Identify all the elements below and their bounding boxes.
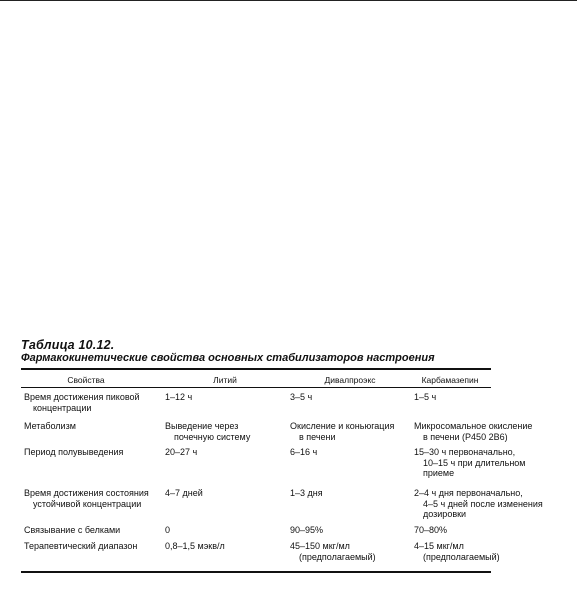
cell-lithium xyxy=(165,421,250,442)
header-carbamazepine: Карбамазепин xyxy=(421,375,479,385)
cell-carbamazepine xyxy=(414,421,532,442)
cell-property xyxy=(24,488,149,509)
cell-lithium xyxy=(165,488,203,499)
cell-line: 15–30 ч первоначально, xyxy=(414,447,516,457)
table-top-rule xyxy=(21,368,491,370)
cell-line: в печени (Р450 2В6) xyxy=(423,431,508,442)
cell-line: концентрации xyxy=(33,402,92,413)
cell-line: (предполагаемый) xyxy=(299,551,376,562)
cell-line: 1–5 ч xyxy=(414,392,437,402)
cell-line: устойчивой концентрации xyxy=(33,498,142,509)
header-divalproex: Дивалпроэкс xyxy=(324,375,376,385)
cell-carbamazepine xyxy=(414,541,500,562)
cell-line: 10–15 ч при длительном xyxy=(423,457,526,468)
cell-property xyxy=(24,447,123,458)
top-border-line xyxy=(0,0,577,1)
cell-divalproex xyxy=(290,392,312,403)
cell-line: Метаболизм xyxy=(24,421,76,431)
cell-line: 1–12 ч xyxy=(165,392,193,402)
cell-line: Связывание с белками xyxy=(24,525,121,535)
cell-line: 4–7 дней xyxy=(165,488,203,498)
cell-line: 6–16 ч xyxy=(290,447,318,457)
cell-line: 20–27 ч xyxy=(165,447,198,457)
cell-line: Окисление и коньюгация xyxy=(290,421,395,431)
cell-line: (предполагаемый) xyxy=(423,551,500,562)
table-number: Таблица 10.12. xyxy=(21,338,115,352)
cell-line: 4–15 мкг/мл xyxy=(414,541,464,551)
cell-line: 70–80% xyxy=(414,525,448,535)
table-caption xyxy=(21,339,491,365)
cell-divalproex xyxy=(290,525,323,536)
cell-line: Терапевтический диапазон xyxy=(24,541,138,551)
header-properties: Свойства xyxy=(67,375,105,385)
cell-divalproex xyxy=(290,421,394,442)
cell-line: Выведение через xyxy=(165,421,239,431)
cell-line: Период полувыведения xyxy=(24,447,124,457)
cell-carbamazepine xyxy=(414,488,543,520)
cell-property xyxy=(24,392,140,413)
cell-lithium xyxy=(165,392,192,403)
cell-carbamazepine xyxy=(414,447,526,479)
cell-line: в печени xyxy=(299,431,336,442)
cell-lithium xyxy=(165,525,170,536)
cell-lithium xyxy=(165,447,197,458)
cell-line: 0 xyxy=(165,525,171,535)
cell-carbamazepine xyxy=(414,392,436,403)
cell-line: 1–3 дня xyxy=(290,488,323,498)
cell-line: дозировки xyxy=(423,509,467,520)
cell-line: Время достижения состояния xyxy=(24,488,149,498)
table-bottom-rule xyxy=(21,571,491,573)
cell-line: 45–150 мкг/мл xyxy=(290,541,350,551)
cell-divalproex xyxy=(290,488,323,499)
header-bottom-rule xyxy=(21,387,491,388)
cell-property xyxy=(24,525,120,536)
cell-line: 0,8–1,5 мэкв/л xyxy=(165,541,225,551)
cell-property xyxy=(24,421,76,432)
table-title: Фармакокинетические свойства основных стабилизаторов настроения xyxy=(21,352,435,364)
cell-line: 2–4 ч дня первоначально, xyxy=(414,488,523,498)
cell-line: Микросомальное окисление xyxy=(414,421,533,431)
cell-line: почечную систему xyxy=(174,431,251,442)
cell-property xyxy=(24,541,137,552)
header-lithium: Литий xyxy=(213,375,237,385)
cell-line: приеме xyxy=(423,468,455,479)
cell-line: 90–95% xyxy=(290,525,324,535)
cell-divalproex xyxy=(290,541,376,562)
cell-divalproex xyxy=(290,447,317,458)
cell-line: Время достижения пиковой xyxy=(24,392,140,402)
cell-carbamazepine xyxy=(414,525,447,536)
cell-line: 3–5 ч xyxy=(290,392,313,402)
cell-line: 4–5 ч дней после изменения xyxy=(423,498,543,509)
cell-lithium xyxy=(165,541,225,552)
